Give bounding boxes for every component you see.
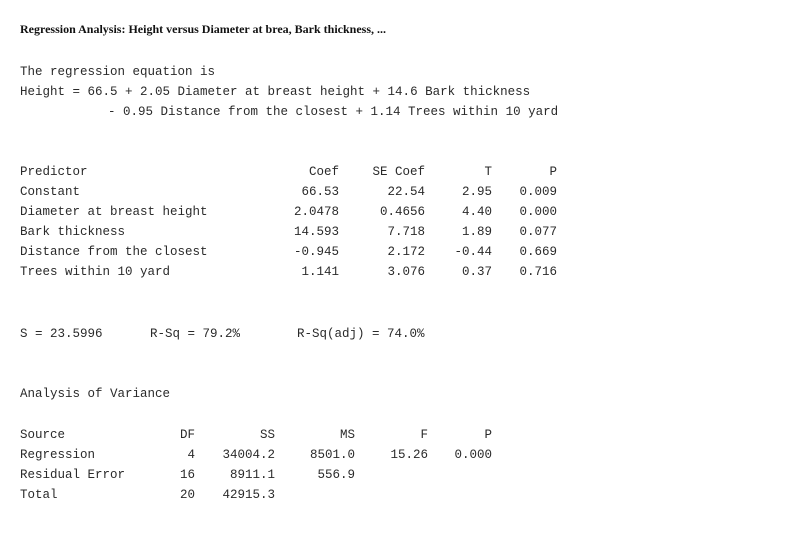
- coef-row-coef: 14.593: [293, 225, 339, 239]
- equation-line-1: Height = 66.5 + 2.05 Diameter at breast height + 14.6 Bark thickness: [20, 85, 531, 99]
- coef-row-coef: 1.141: [301, 265, 339, 279]
- anova-row-f: 15.26: [390, 448, 428, 462]
- anova-row-ss: 34004.2: [222, 448, 275, 462]
- coef-row-se-coef: 0.4656: [379, 205, 425, 219]
- anova-row-ss: 42915.3: [222, 488, 275, 502]
- coef-row-t: 0.37: [461, 265, 492, 279]
- coef-row-t: 4.40: [461, 205, 492, 219]
- anova-row-source: Residual Error: [20, 468, 126, 482]
- coef-row-predictor: Bark thickness: [20, 225, 126, 239]
- coef-row-p: 0.009: [519, 185, 557, 199]
- anova-row-ms: 556.9: [317, 468, 355, 482]
- anova-heading: Analysis of Variance: [20, 387, 171, 401]
- coef-header-t: T: [484, 165, 492, 179]
- anova-row-df: 4: [187, 448, 195, 462]
- summary-r-sq-adj: R-Sq(adj) = 74.0%: [297, 327, 425, 341]
- coef-header-coef: Coef: [308, 165, 339, 179]
- regression-title: Regression Analysis: Height versus Diameter at brea, Bark thickness, ...: [20, 22, 386, 36]
- summary-s: S = 23.5996: [20, 327, 103, 341]
- anova-header-f: F: [420, 428, 428, 442]
- anova-header-p: P: [484, 428, 492, 442]
- coef-row-p: 0.077: [519, 225, 557, 239]
- coef-row-predictor: Diameter at breast height: [20, 205, 208, 219]
- coef-row-predictor: Trees within 10 yard: [20, 265, 171, 279]
- anova-row-source: Regression: [20, 448, 96, 462]
- anova-row-source: Total: [20, 488, 58, 502]
- anova-header-df: DF: [179, 428, 195, 442]
- coef-row-se-coef: 22.54: [387, 185, 425, 199]
- coef-header-se-coef: SE Coef: [372, 165, 425, 179]
- coef-row-t: 2.95: [461, 185, 492, 199]
- coef-row-p: 0.000: [519, 205, 557, 219]
- coef-header-predictor: Predictor: [20, 165, 88, 179]
- coef-row-coef: -0.945: [293, 245, 339, 259]
- coef-row-t: 1.89: [461, 225, 492, 239]
- coef-row-p: 0.669: [519, 245, 557, 259]
- anova-row-ms: 8501.0: [309, 448, 355, 462]
- anova-header-source: Source: [20, 428, 66, 442]
- coef-row-predictor: Constant: [20, 185, 81, 199]
- coef-row-predictor: Distance from the closest: [20, 245, 208, 259]
- coef-row-t: -0.44: [454, 245, 492, 259]
- coef-header-p: P: [549, 165, 557, 179]
- anova-header-ss: SS: [259, 428, 275, 442]
- coef-row-se-coef: 3.076: [387, 265, 425, 279]
- coef-row-coef: 66.53: [301, 185, 339, 199]
- anova-row-ss: 8911.1: [229, 468, 275, 482]
- coef-row-coef: 2.0478: [293, 205, 339, 219]
- coef-row-p: 0.716: [519, 265, 557, 279]
- summary-r-sq: R-Sq = 79.2%: [150, 327, 241, 341]
- anova-header-ms: MS: [339, 428, 355, 442]
- coef-row-se-coef: 7.718: [387, 225, 425, 239]
- equation-heading: The regression equation is: [20, 65, 216, 79]
- coef-row-se-coef: 2.172: [387, 245, 425, 259]
- equation-line-2: - 0.95 Distance from the closest + 1.14 Trees within 10 yard: [108, 105, 559, 119]
- anova-row-df: 16: [179, 468, 195, 482]
- anova-row-df: 20: [179, 488, 195, 502]
- anova-row-p: 0.000: [454, 448, 492, 462]
